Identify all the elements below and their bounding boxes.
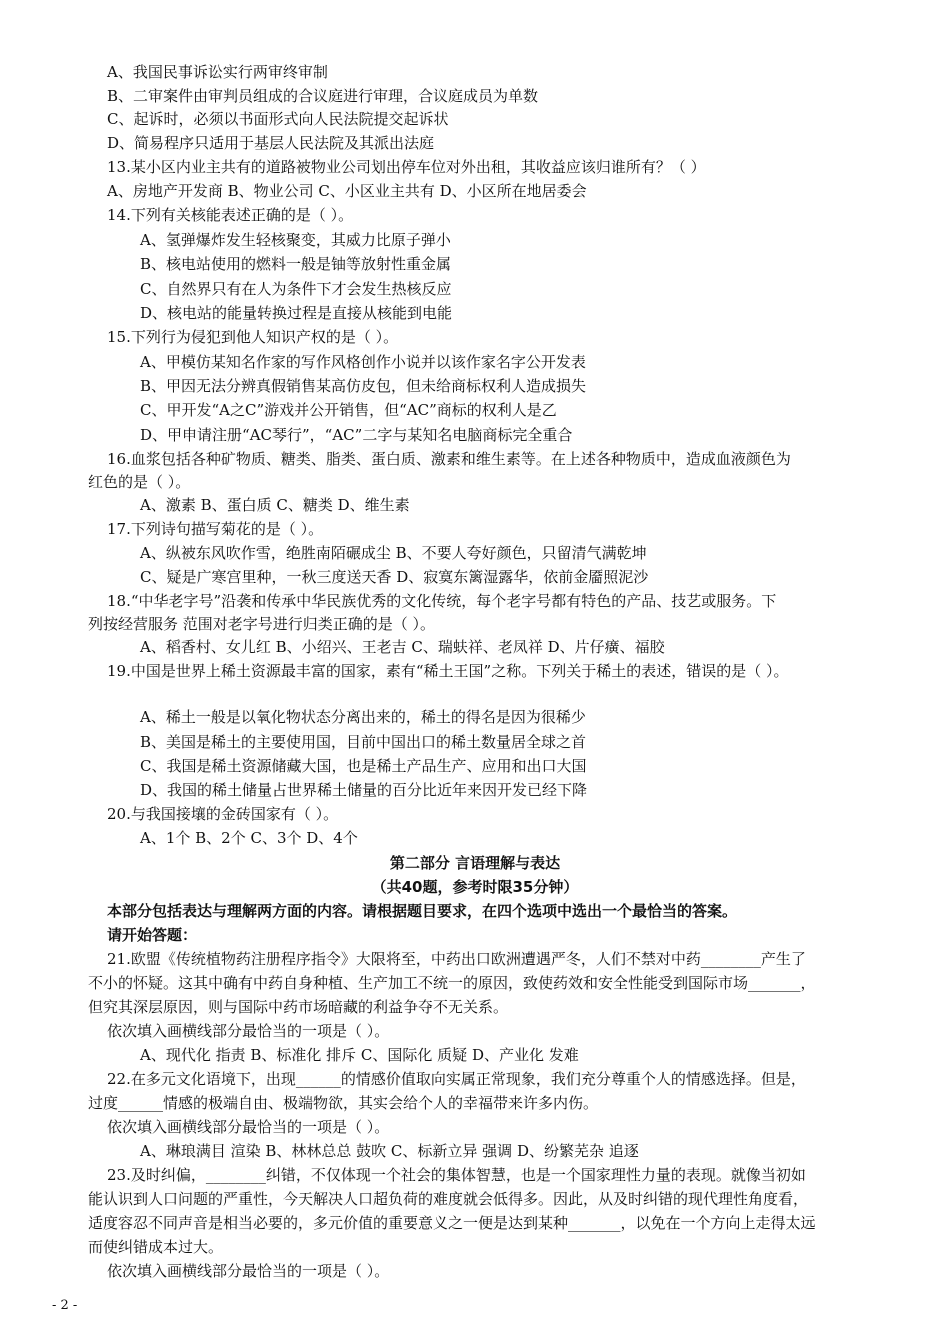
question-line: 18.“中华老字号”沿袭和传承中华民族优秀的文化传统，每个老字号都有特色的产品、技艺或服务。下 <box>107 592 777 610</box>
question-line: 20.与我国接壤的金砖国家有（ ）。 <box>107 805 339 823</box>
option-line: A、琳琅满目 渲染 B、林林总总 鼓吹 C、标新立异 强调 D、纷繁芜杂 追逐 <box>140 1142 639 1160</box>
question-line: 而使纠错成本过大。 <box>88 1238 224 1256</box>
option-line: B、美国是稀土的主要使用国，目前中国出口的稀土数量居全球之首 <box>140 733 587 751</box>
option-line: A、甲模仿某知名作家的写作风格创作小说并以该作家名字公开发表 <box>140 353 586 371</box>
option-line: A、激素 B、蛋白质 C、糖类 D、维生素 <box>140 496 410 514</box>
question-line: 14.下列有关核能表述正确的是（ ）。 <box>107 206 354 224</box>
question-line: 19.中国是世界上稀土资源最丰富的国家，素有“稀土王国”之称。下列关于稀土的表述，错误的是（ ）。 <box>107 662 789 680</box>
option-line: C、自然界只有在人为条件下才会发生热核反应 <box>140 280 452 298</box>
option-line: C、甲开发“A之C”游戏并公开销售，但“AC”商标的权利人是乙 <box>140 401 557 419</box>
question-line: 依次填入画横线部分最恰当的一项是（ ）。 <box>107 1022 390 1040</box>
option-line: A、房地产开发商 B、物业公司 C、小区业主共有 D、小区所在地居委会 <box>107 182 587 200</box>
question-line: 13.某小区内业主共有的道路被物业公司划出停车位对外出租，其收益应该归谁所有？（ ） <box>107 158 706 176</box>
option-line: B、甲因无法分辨真假销售某高仿皮包，但未给商标权利人造成损失 <box>140 377 587 395</box>
option-line: A、现代化 指责 B、标准化 排斥 C、国际化 质疑 D、产业化 发难 <box>140 1046 579 1064</box>
section-subtitle: （共40题，参考时限35分钟） <box>371 878 579 896</box>
option-line: A、稻香村、女儿红 B、小绍兴、王老吉 C、瑞蚨祥、老凤祥 D、片仔癀、福胶 <box>140 638 665 656</box>
option-line: B、核电站使用的燃料一般是铀等放射性重金属 <box>140 255 452 273</box>
option-line: A、纵被东风吹作雪，绝胜南陌碾成尘 B、不要人夸好颜色，只留清气满乾坤 <box>140 544 647 562</box>
question-line: 依次填入画横线部分最恰当的一项是（ ）。 <box>107 1118 390 1136</box>
question-line: 22.在多元文化语境下，出现______的情感价值取向实属正常现象，我们充分尊重个人的情感选择。但是， <box>107 1070 806 1088</box>
question-line: 16.血浆包括各种矿物质、糖类、脂类、蛋白质、激素和维生素等。在上述各种物质中，造成血液颜色为 <box>107 450 791 468</box>
question-line: 17.下列诗句描写菊花的是（ ）。 <box>107 520 324 538</box>
question-line: 依次填入画横线部分最恰当的一项是（ ）。 <box>107 1262 390 1280</box>
option-line: C、起诉时，必须以书面形式向人民法院提交起诉状 <box>107 110 449 128</box>
question-line: 但究其深层原因，则与国际中药市场暗藏的利益争夺不无关系。 <box>88 998 509 1016</box>
option-line: A、氢弹爆炸发生轻核聚变，其威力比原子弹小 <box>140 231 451 249</box>
option-line: A、稀土一般是以氧化物状态分离出来的，稀土的得名是因为很稀少 <box>140 708 586 726</box>
option-line: D、核电站的能量转换过程是直接从核能到电能 <box>140 304 453 322</box>
option-line: B、二审案件由审判员组成的合议庭进行审理，合议庭成员为单数 <box>107 87 539 105</box>
option-line: C、疑是广寒宫里种，一秋三度送天香 D、寂寞东篱湿露华，依前金靥照泥沙 <box>140 568 649 586</box>
question-line: 23.及时纠偏，________纠错，不仅体现一个社会的集体智慧，也是一个国家理性力量的表现。就像当初如 <box>107 1166 806 1184</box>
question-line: 适度容忍不同声音是相当必要的，多元价值的重要意义之一便是达到某种_______，以免在一个方向上走得太远 <box>88 1214 816 1232</box>
question-line: 列按经营服务 范围对老字号进行归类正确的是（ ）。 <box>88 615 436 633</box>
option-line: D、我国的稀土储量占世界稀土储量的百分比近年来因开发已经下降 <box>140 781 588 799</box>
question-line: 能认识到人口问题的严重性，今天解决人口超负荷的难度就会低得多。因此，从及时纠错的现代理性角度看， <box>88 1190 809 1208</box>
section-instructions: 本部分包括表达与理解两方面的内容。请根据题目要求，在四个选项中选出一个最恰当的答案。 <box>107 902 738 920</box>
option-line: C、我国是稀土资源储藏大国，也是稀土产品生产、应用和出口大国 <box>140 757 587 775</box>
section-title: 第二部分 言语理解与表达 <box>389 854 561 872</box>
question-line: 过度______情感的极端自由、极端物欲，其实会给个人的幸福带来许多内伤。 <box>88 1094 599 1112</box>
question-line: 21.欧盟《传统植物药注册程序指令》大限将至，中药出口欧洲遭遇严冬，人们不禁对中药________产生了 <box>107 950 806 968</box>
option-line: D、简易程序只适用于基层人民法院及其派出法庭 <box>107 134 435 152</box>
option-line: A、1个 B、2个 C、3个 D、4个 <box>140 829 358 847</box>
page-number: - 2 - <box>52 1298 78 1313</box>
option-line: D、甲申请注册“AC琴行”，“AC”二字与某知名电脑商标完全重合 <box>140 426 573 444</box>
start-prompt: 请开始答题： <box>107 926 198 944</box>
question-line: 15.下列行为侵犯到他人知识产权的是（ ）。 <box>107 328 399 346</box>
option-line: A、我国民事诉讼实行两审终审制 <box>107 63 328 81</box>
question-line: 红色的是（ ）。 <box>88 473 191 491</box>
question-line: 不小的怀疑。这其中确有中药自身种植、生产加工不统一的原因，致使药效和安全性能受到国际市场_______， <box>88 974 816 992</box>
